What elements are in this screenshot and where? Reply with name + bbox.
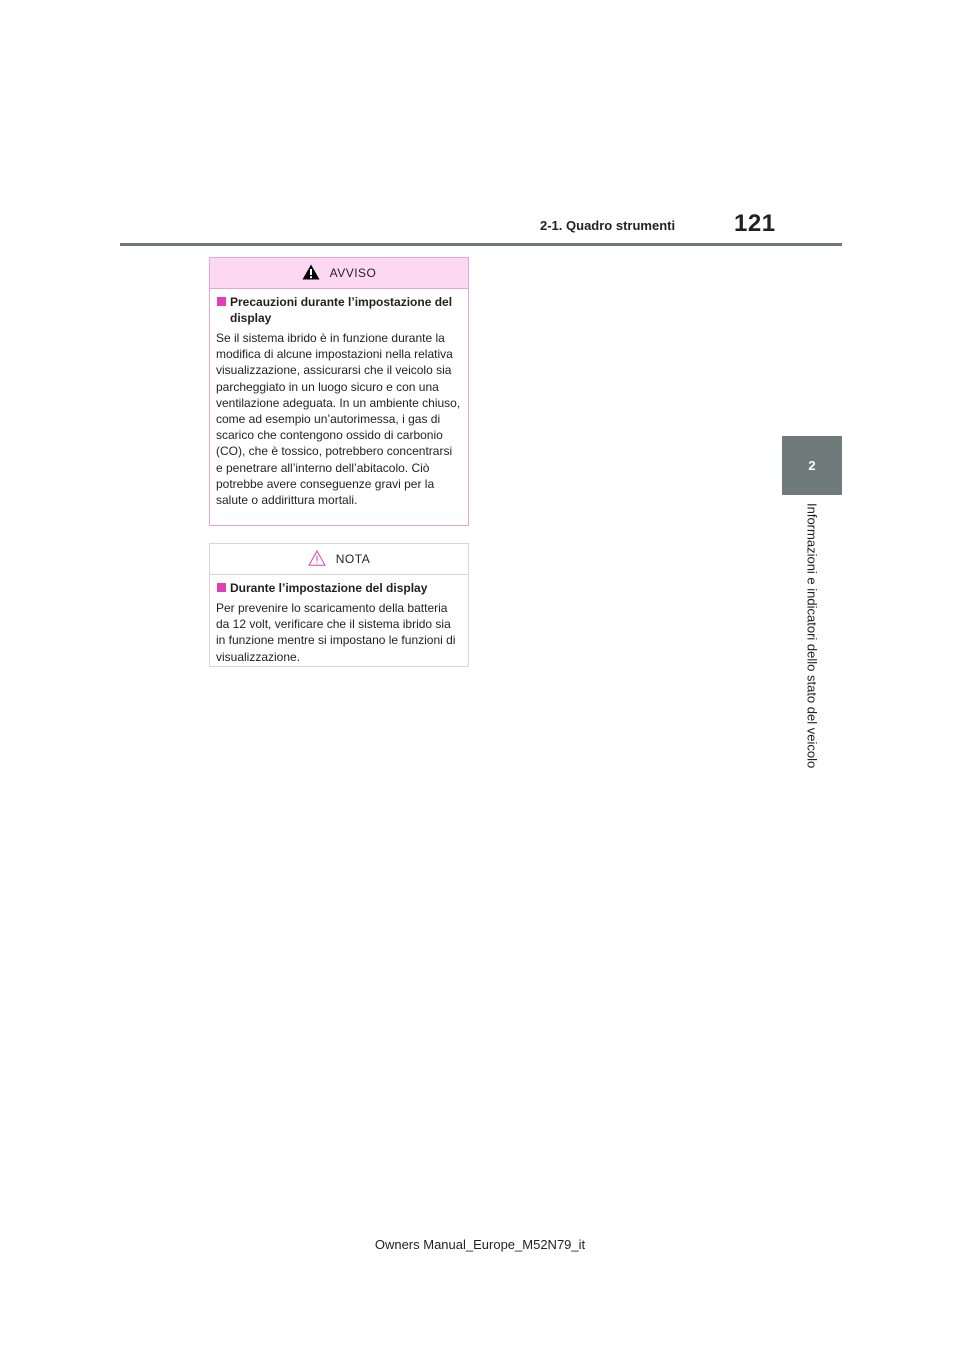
note-box [209,543,469,667]
chapter-number: 2 [808,458,816,473]
footer-text: Owners Manual_Europe_M52N79_it [374,1237,586,1252]
note-item-heading [216,580,462,596]
note-box-header [210,544,468,575]
chapter-title-container [782,503,842,788]
note-label: NOTA [335,552,371,566]
square-bullet-icon [217,583,226,592]
chapter-tab [782,436,842,495]
page-number: 121 [734,210,776,237]
note-item-heading-text: Durante l’impostazione del display [230,581,428,595]
warning-label: AVVISO [329,266,377,280]
warning-item-heading [216,294,462,326]
warning-box [209,257,469,526]
header-rule [120,243,842,246]
warning-item-heading-text: Precauzioni durante l’impostazione del display [230,295,453,325]
square-bullet-icon [217,297,226,306]
note-item-text: Per prevenire lo scaricamento della batteria da 12 volt, verificare che il sistema ibrido sia in funzione mentre si impostano le funzioni di visualizzazione. [216,601,456,664]
caution-triangle-icon [308,550,326,569]
chapter-title: Informazioni e indicatori dello stato del veicolo [804,503,820,769]
section-title: 2-1. Quadro strumenti [540,218,676,233]
warning-triangle-icon [302,264,320,283]
warning-box-header [210,258,468,289]
warning-item-text: Se il sistema ibrido è in funzione durante la modifica di alcune impostazioni nella relativa visualizzazione, assicurarsi che il veicolo sia parcheggiato in un luogo sicuro e con una ventilazione adeguata. In un ambiente chiuso, come ad esempio un’autorimessa, i gas di scarico che contengono ossido di carbonio (CO), che è tossico, potrebbero concentrarsi e penetrare all’interno dell’abitacolo. Ciò potrebbe avere conseguenze gravi per la salute o addirittura mortali. [216,331,461,508]
